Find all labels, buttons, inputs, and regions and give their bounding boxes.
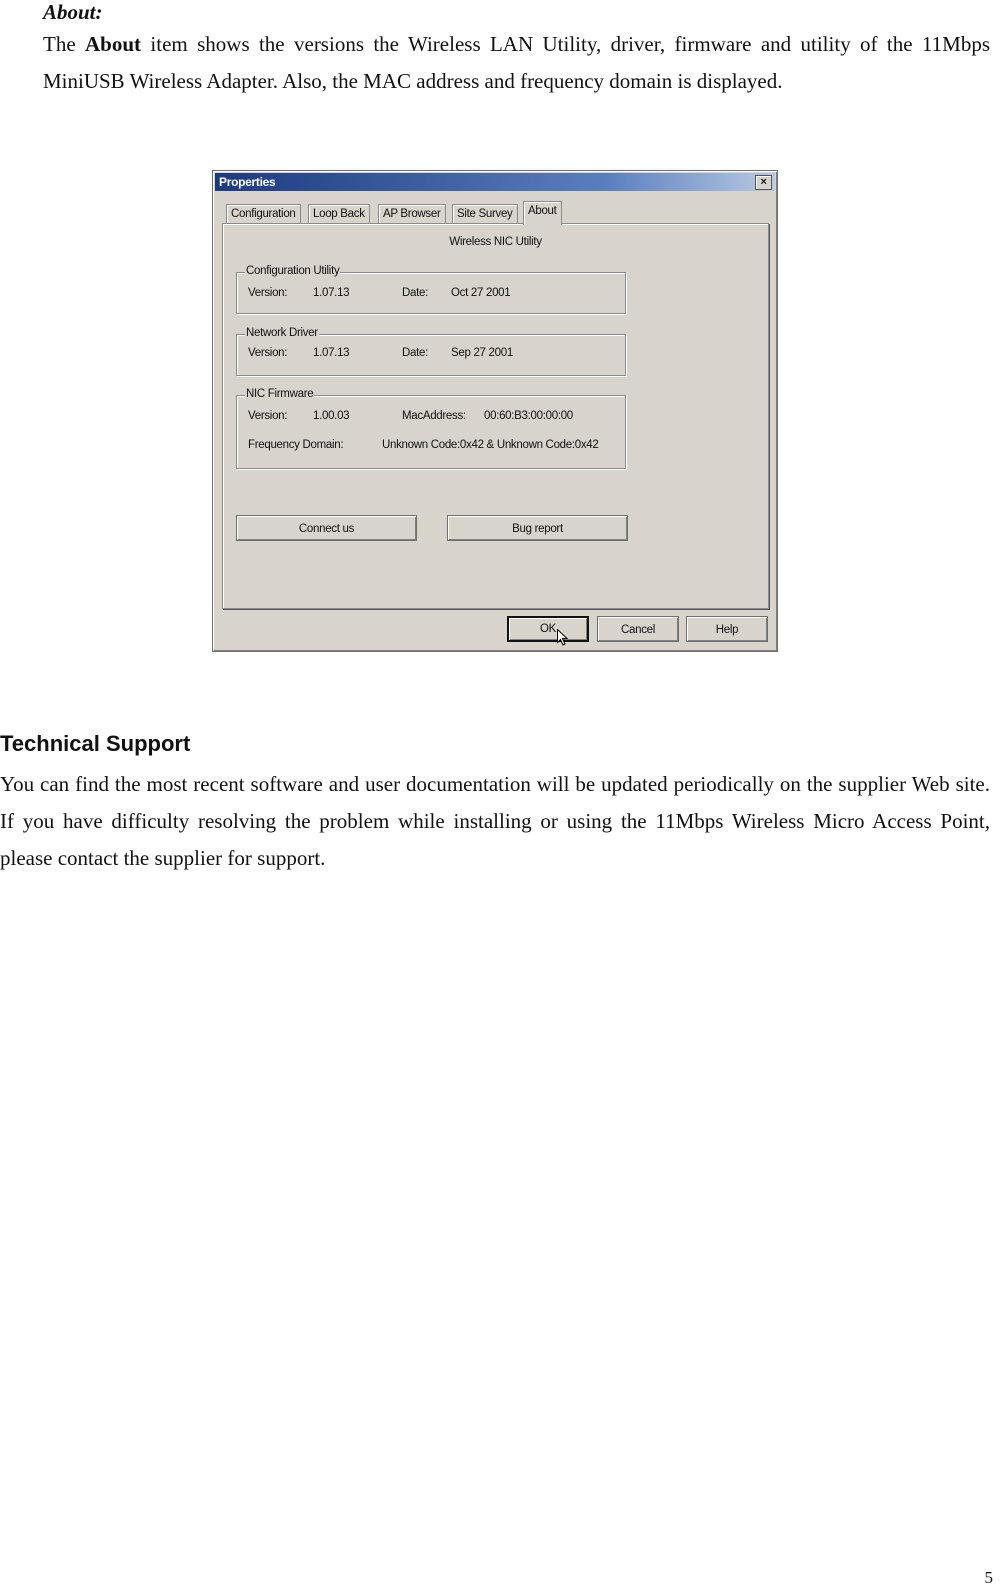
version-label: Version: (248, 287, 288, 299)
properties-dialog (212, 170, 778, 652)
version-label: Version: (248, 410, 288, 422)
cancel-button[interactable]: Cancel (597, 616, 679, 642)
help-button[interactable]: Help (686, 616, 768, 642)
about-paragraph (43, 26, 990, 100)
about-heading: About: (43, 0, 103, 24)
version-value: 1.07.13 (313, 287, 350, 299)
version-label: Version: (248, 347, 288, 359)
version-value: 1.07.13 (313, 347, 350, 359)
technical-support-heading: Technical Support (0, 731, 191, 756)
date-value: Oct 27 2001 (451, 287, 511, 299)
about-para-lead: The (43, 32, 86, 56)
technical-support-paragraph: You can find the most recent software and user documentation will be updated periodically on the supplier Web site. If you have difficulty resolving the problem while installing or using the 11Mbps Wireless Micro Access Point, please contact the supplier for support. (0, 772, 990, 870)
ok-button-label: OK (539, 623, 556, 635)
frequency-domain-value: Unknown Code:0x42 & Unknown Code:0x42 (382, 439, 599, 451)
group-legend: Network Driver (246, 327, 318, 339)
date-value: Sep 27 2001 (451, 347, 513, 359)
version-value: 1.00.03 (313, 410, 350, 422)
group-legend: NIC Firmware (246, 388, 314, 400)
about-para-bold: About (85, 32, 142, 56)
group-legend: Configuration Utility (246, 265, 340, 277)
page-number: 5 (984, 1568, 993, 1587)
network-driver-group (236, 327, 626, 376)
tab-about[interactable]: About (523, 201, 562, 225)
about-tab-panel (222, 223, 769, 609)
tab-ap-browser[interactable]: AP Browser (378, 204, 446, 224)
ok-button[interactable] (507, 616, 589, 642)
close-button[interactable] (755, 175, 772, 190)
nic-firmware-group (236, 388, 626, 469)
about-para-rest: item shows the versions the Wireless LAN Utility, driver, firmware and utility of the 11Mbps MiniUSB Wireless Adapter. Also, the MAC address and frequency domain is displayed. (43, 32, 990, 93)
date-label: Date: (402, 347, 428, 359)
configuration-utility-group (236, 265, 626, 314)
tab-site-survey[interactable]: Site Survey (452, 204, 518, 224)
mouse-cursor-icon (557, 629, 568, 646)
bug-report-button[interactable]: Bug report (447, 515, 628, 541)
frequency-domain-label: Frequency Domain: (248, 439, 344, 451)
dialog-titlebar (215, 173, 775, 191)
mac-address-label: MacAddress: (402, 410, 466, 422)
tab-loop-back[interactable]: Loop Back (308, 204, 370, 224)
date-label: Date: (402, 287, 428, 299)
mac-address-value: 00:60:B3:00:00:00 (484, 410, 573, 422)
connect-us-button[interactable]: Connect us (236, 515, 417, 541)
panel-title: Wireless NIC Utility (449, 236, 542, 248)
tab-configuration[interactable]: Configuration (226, 204, 301, 224)
close-icon: × (760, 176, 767, 188)
dialog-title: Properties (219, 175, 276, 189)
